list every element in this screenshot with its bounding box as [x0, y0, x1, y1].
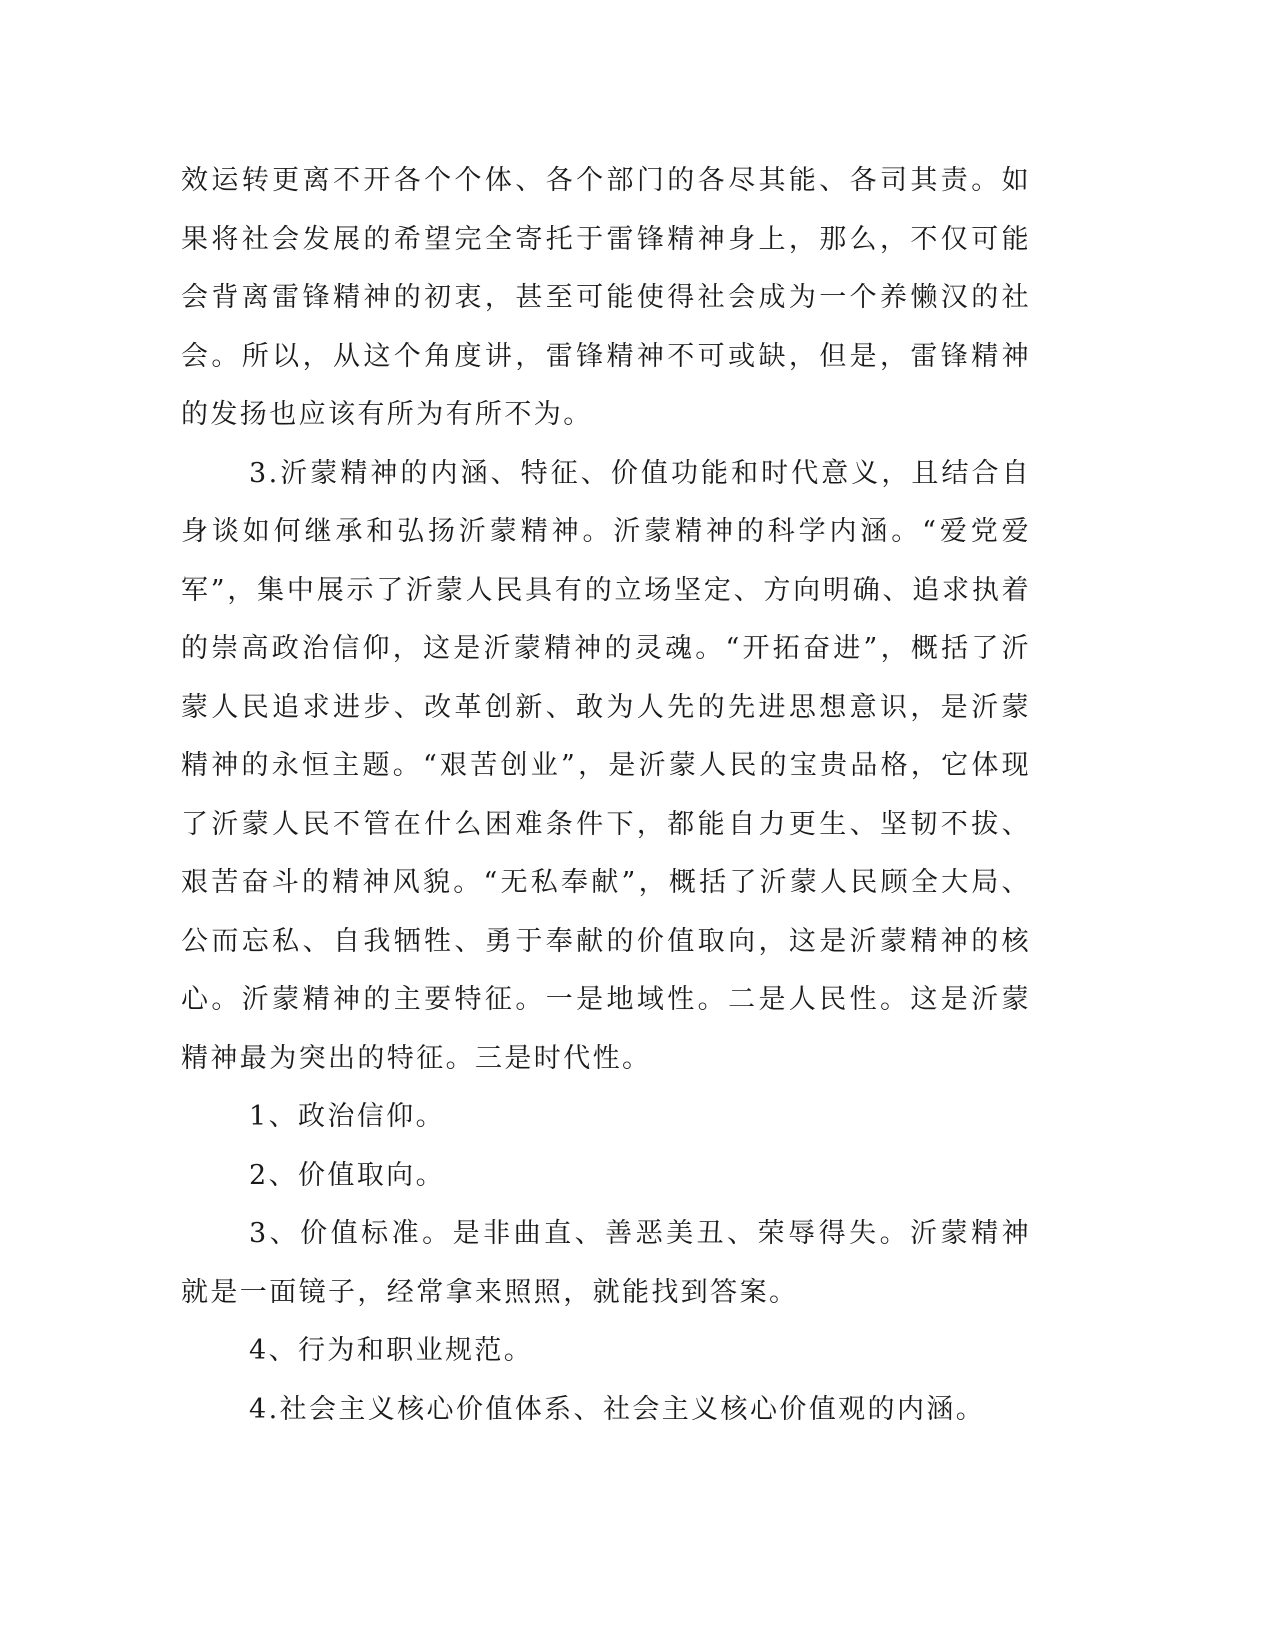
list-item-value-standard: 3、价值标准。是非曲直、善恶美丑、荣辱得失。沂蒙精神就是一面镜子，经常拿来照照，就能找到答案。 — [181, 1218, 1031, 1308]
document-body — [181, 152, 1031, 1439]
list-item-value-orientation: 2、价值取向。 — [249, 1159, 445, 1191]
list-item-conduct-norms: 4、行为和职业规范。 — [249, 1335, 534, 1366]
list-item-political-belief: 1、政治信仰。 — [249, 1101, 445, 1132]
paragraph-lei-feng-continued: 效运转更离不开各个个体、各个部门的各尽其能、各司其责。如果将社会发展的希望完全寄托于雷锋精神身上，那么，不仅可能会背离雷锋精神的初衷，甚至可能使得社会成为一个养懒汉的社会。所以，从这个角度讲，雷锋精神不可或缺，但是，雷锋精神的发扬也应该有所为有所不为。 — [181, 165, 1031, 430]
section-heading-core-values: 4.社会主义核心价值体系、社会主义核心价值观的内涵。 — [249, 1393, 986, 1425]
paragraph-yimeng-spirit: 3.沂蒙精神的内涵、特征、价值功能和时代意义，且结合自身谈如何继承和弘扬沂蒙精神。沂蒙精神的科学内涵。“爱党爱军”，集中展示了沂蒙人民具有的立场坚定、方向明确、追求执着的崇高政治信仰，这是沂蒙精神的灵魂。“开拓奋进”，概括了沂蒙人民追求进步、改革创新、敢为人先的先进思想意识，是沂蒙精神的永恒主题。“艰苦创业”，是沂蒙人民的宝贵品格，它体现了沂蒙人民不管在什么困难条件下，都能自力更生、坚韧不拔、艰苦奋斗的精神风貌。“无私奉献”，概括了沂蒙人民顾全大局、公而忘私、自我牺牲、勇于奉献的价值取向，这是沂蒙精神的核心。沂蒙精神的主要特征。一是地域性。二是人民性。这是沂蒙精神最为突出的特征。三是时代性。 — [181, 457, 1031, 1074]
